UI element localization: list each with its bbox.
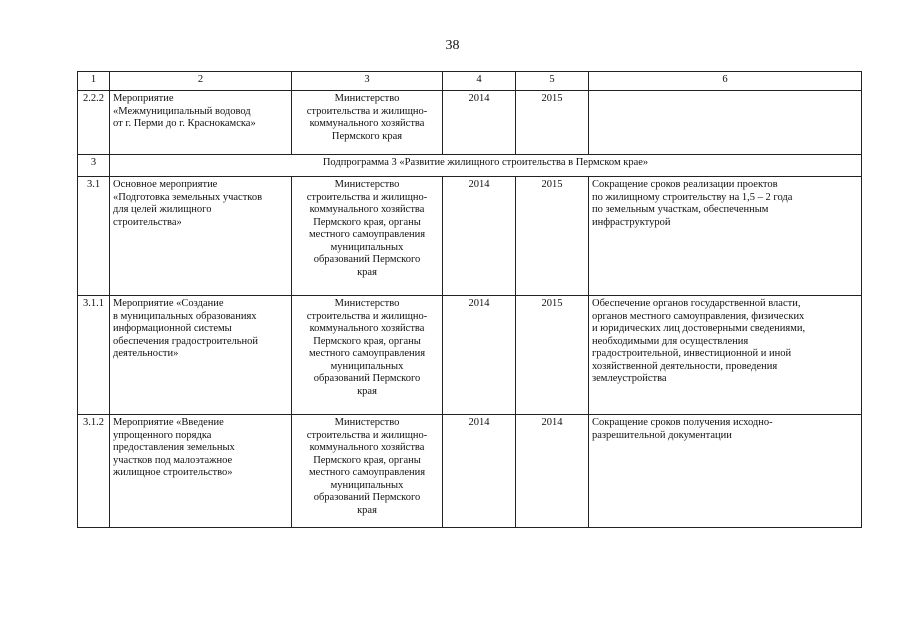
expected-result xyxy=(589,91,862,155)
table-row xyxy=(78,91,862,155)
column-header: 6 xyxy=(589,72,862,91)
subprogram-row xyxy=(78,155,862,177)
end-year: 2014 xyxy=(516,415,589,528)
responsible-executor: Министерство строительства и жилищно- коммунального хозяйства Пермского края xyxy=(292,91,443,155)
expected-result: Обеспечение органов государственной власти, органов местного самоуправления, физических и юридических лиц достоверными сведениями, необходимыми для осуществления градостроительной, инвестиционной и иной хозяйственной деятельности, проведения землеустройства xyxy=(589,296,862,415)
measure-number: 3.1 xyxy=(78,177,110,296)
measures-table xyxy=(77,71,862,528)
end-year: 2015 xyxy=(516,296,589,415)
page-number: 38 xyxy=(445,38,460,53)
table-header-row xyxy=(78,72,862,91)
end-year: 2015 xyxy=(516,91,589,155)
measure-name: Мероприятие «Введение упрощенного порядка предоставления земельных участков под малоэтажное жилищное строительство» xyxy=(110,415,292,528)
table-row xyxy=(78,296,862,415)
measure-number: 2.2.2 xyxy=(78,91,110,155)
measure-name: Мероприятие «Межмуниципальный водовод от г. Перми до г. Краснокамска» xyxy=(110,91,292,155)
column-header: 3 xyxy=(292,72,443,91)
start-year: 2014 xyxy=(443,91,516,155)
measure-number: 3.1.2 xyxy=(78,415,110,528)
column-header: 4 xyxy=(443,72,516,91)
table-row xyxy=(78,177,862,296)
measure-number: 3.1.1 xyxy=(78,296,110,415)
column-header: 5 xyxy=(516,72,589,91)
column-header: 1 xyxy=(78,72,110,91)
column-header: 2 xyxy=(110,72,292,91)
expected-result: Сокращение сроков получения исходно- разрешительной документации xyxy=(589,415,862,528)
subprogram-number: 3 xyxy=(78,155,110,177)
measure-name: Основное мероприятие «Подготовка земельных участков для целей жилищного строительства» xyxy=(110,177,292,296)
expected-result: Сокращение сроков реализации проектов по жилищному строительству на 1,5 – 2 года по земельным участкам, обеспеченным инфраструктурой xyxy=(589,177,862,296)
table-row xyxy=(78,415,862,528)
subprogram-title: Подпрограмма 3 «Развитие жилищного строительства в Пермском крае» xyxy=(110,155,862,177)
responsible-executor: Министерство строительства и жилищно- коммунального хозяйства Пермского края, органы местного самоуправления муниципальных образований Пермского края xyxy=(292,415,443,528)
start-year: 2014 xyxy=(443,415,516,528)
start-year: 2014 xyxy=(443,177,516,296)
measure-name: Мероприятие «Создание в муниципальных образованиях информационной системы обеспечения градостроительной деятельности» xyxy=(110,296,292,415)
responsible-executor: Министерство строительства и жилищно- коммунального хозяйства Пермского края, органы местного самоуправления муниципальных образований Пермского края xyxy=(292,177,443,296)
start-year: 2014 xyxy=(443,296,516,415)
end-year: 2015 xyxy=(516,177,589,296)
responsible-executor: Министерство строительства и жилищно- коммунального хозяйства Пермского края, органы местного самоуправления муниципальных образований Пермского края xyxy=(292,296,443,415)
